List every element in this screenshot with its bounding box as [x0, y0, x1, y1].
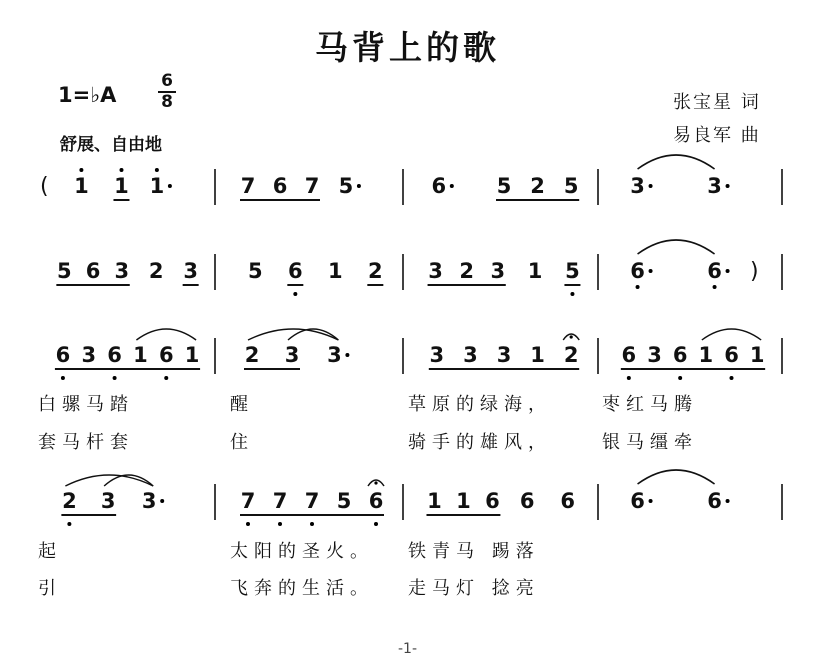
- low-octave-dot: [627, 376, 631, 380]
- lyric-segment: 住: [230, 432, 254, 453]
- note: 6: [85, 259, 101, 283]
- note: 7: [272, 489, 288, 513]
- lyric-segment: 走马灯 捻亮: [408, 578, 540, 599]
- note: 6: [272, 174, 288, 198]
- note: 5: [336, 489, 352, 513]
- low-octave-dot: [713, 285, 717, 289]
- note: 6: [630, 259, 645, 283]
- augmentation-dot: [649, 184, 653, 188]
- note: 6: [621, 343, 637, 367]
- lyric-segment: 太阳的圣火。: [230, 541, 374, 562]
- note: 1: [530, 343, 545, 367]
- low-octave-dot: [730, 376, 734, 380]
- note: 2: [530, 174, 545, 198]
- note: 3: [327, 343, 342, 367]
- tempo-marking: 舒展、自由地: [60, 135, 162, 155]
- note: 3: [81, 343, 97, 367]
- note: 5: [565, 259, 580, 283]
- note: 2: [368, 259, 383, 283]
- note: 1: [74, 174, 89, 198]
- composer-credit: 易良军 曲: [673, 125, 761, 146]
- note: 3: [630, 174, 645, 198]
- note: 7: [240, 489, 256, 513]
- note: 6: [485, 489, 500, 513]
- note: 3: [114, 259, 130, 283]
- tie-arc: [638, 240, 715, 254]
- time-signature-bottom: 8: [161, 92, 173, 112]
- note: 1: [698, 343, 714, 367]
- note: 6: [55, 343, 71, 367]
- lyric-segment: 套马杆套: [38, 432, 134, 453]
- note: 1: [114, 174, 129, 198]
- note: 3: [707, 174, 722, 198]
- open-paren: (: [40, 174, 49, 199]
- note: 1: [527, 259, 543, 283]
- note: 5: [563, 174, 579, 198]
- note: 3: [647, 343, 662, 367]
- note: 1: [184, 343, 200, 367]
- note: 6: [672, 343, 688, 367]
- note: 1: [456, 489, 471, 513]
- note: 5: [338, 174, 354, 198]
- note: 7: [304, 174, 320, 198]
- key-signature: 1=♭A: [58, 83, 117, 107]
- note: 6: [630, 489, 645, 513]
- lyric-segment: 起: [38, 541, 62, 562]
- note: 3: [284, 343, 300, 367]
- note: 2: [244, 343, 260, 367]
- note: 6: [431, 174, 447, 198]
- slur-arc: [136, 329, 196, 340]
- tie-arc: [638, 155, 715, 169]
- augmentation-dot: [160, 499, 164, 503]
- note: 3: [183, 259, 198, 283]
- slur-arc: [702, 329, 761, 340]
- note: 5: [57, 259, 72, 283]
- note: 6: [707, 259, 722, 283]
- fermata-dot: [374, 481, 377, 484]
- augmentation-dot: [450, 184, 454, 188]
- low-octave-dot: [636, 285, 640, 289]
- note: 3: [429, 343, 445, 367]
- low-octave-dot: [293, 292, 297, 296]
- note: 2: [148, 259, 164, 283]
- augmentation-dot: [168, 184, 172, 188]
- augmentation-dot: [649, 269, 653, 273]
- augmentation-dot: [345, 353, 349, 357]
- low-octave-dot: [113, 376, 117, 380]
- time-signature-top: 6: [161, 71, 173, 91]
- low-octave-dot: [246, 522, 250, 526]
- note: 6: [724, 343, 739, 367]
- augmentation-dot: [357, 184, 361, 188]
- note: 1: [328, 259, 343, 283]
- fermata-dot: [570, 335, 573, 338]
- note: 3: [463, 343, 478, 367]
- note: 5: [248, 259, 263, 283]
- note: 5: [496, 174, 512, 198]
- song-title: 马背上的歌: [315, 28, 500, 67]
- high-octave-dot: [119, 168, 123, 172]
- low-octave-dot: [67, 522, 71, 526]
- augmentation-dot: [649, 499, 653, 503]
- lyric-segment: 醒: [230, 394, 254, 415]
- lyric-segment: 草原的绿海，: [408, 394, 552, 415]
- note: 7: [304, 489, 320, 513]
- tie-arc: [638, 470, 715, 484]
- note: 1: [133, 343, 148, 367]
- note: 3: [428, 259, 443, 283]
- note: 3: [496, 343, 512, 367]
- lyric-segment: 骑手的雄风，: [408, 432, 552, 453]
- note: 6: [368, 489, 384, 513]
- note: 1: [427, 489, 442, 513]
- lyric-segment: 银马缰牵: [602, 432, 698, 453]
- low-octave-dot: [164, 376, 168, 380]
- note: 6: [288, 259, 303, 283]
- low-octave-dot: [374, 522, 378, 526]
- note: 6: [158, 343, 174, 367]
- low-octave-dot: [310, 522, 314, 526]
- note: 7: [240, 174, 256, 198]
- note: 2: [62, 489, 77, 513]
- lyric-segment: 引: [38, 578, 62, 599]
- note: 1: [749, 343, 765, 367]
- lyric-segment: 铁青马 踢落: [408, 541, 540, 562]
- note: 6: [519, 489, 535, 513]
- note: 1: [149, 174, 165, 198]
- lyric-segment: 飞奔的生活。: [230, 578, 374, 599]
- note: 6: [107, 343, 122, 367]
- note: 2: [459, 259, 474, 283]
- augmentation-dot: [726, 499, 730, 503]
- high-octave-dot: [79, 168, 83, 172]
- note: 3: [141, 489, 157, 513]
- lyric-segment: 枣红马腾: [602, 394, 698, 415]
- high-octave-dot: [155, 168, 159, 172]
- note: 6: [707, 489, 722, 513]
- lyricist-credit: 张宝星 词: [673, 92, 761, 113]
- note: 3: [100, 489, 116, 513]
- page-number: -1-: [397, 641, 417, 657]
- note: 3: [490, 259, 506, 283]
- low-octave-dot: [570, 292, 574, 296]
- low-octave-dot: [278, 522, 282, 526]
- note: 2: [563, 343, 579, 367]
- low-octave-dot: [61, 376, 65, 380]
- augmentation-dot: [726, 269, 730, 273]
- low-octave-dot: [678, 376, 682, 380]
- lyric-segment: 白骡马踏: [38, 394, 134, 415]
- note: 6: [560, 489, 576, 513]
- close-paren: ): [750, 259, 759, 284]
- augmentation-dot: [726, 184, 730, 188]
